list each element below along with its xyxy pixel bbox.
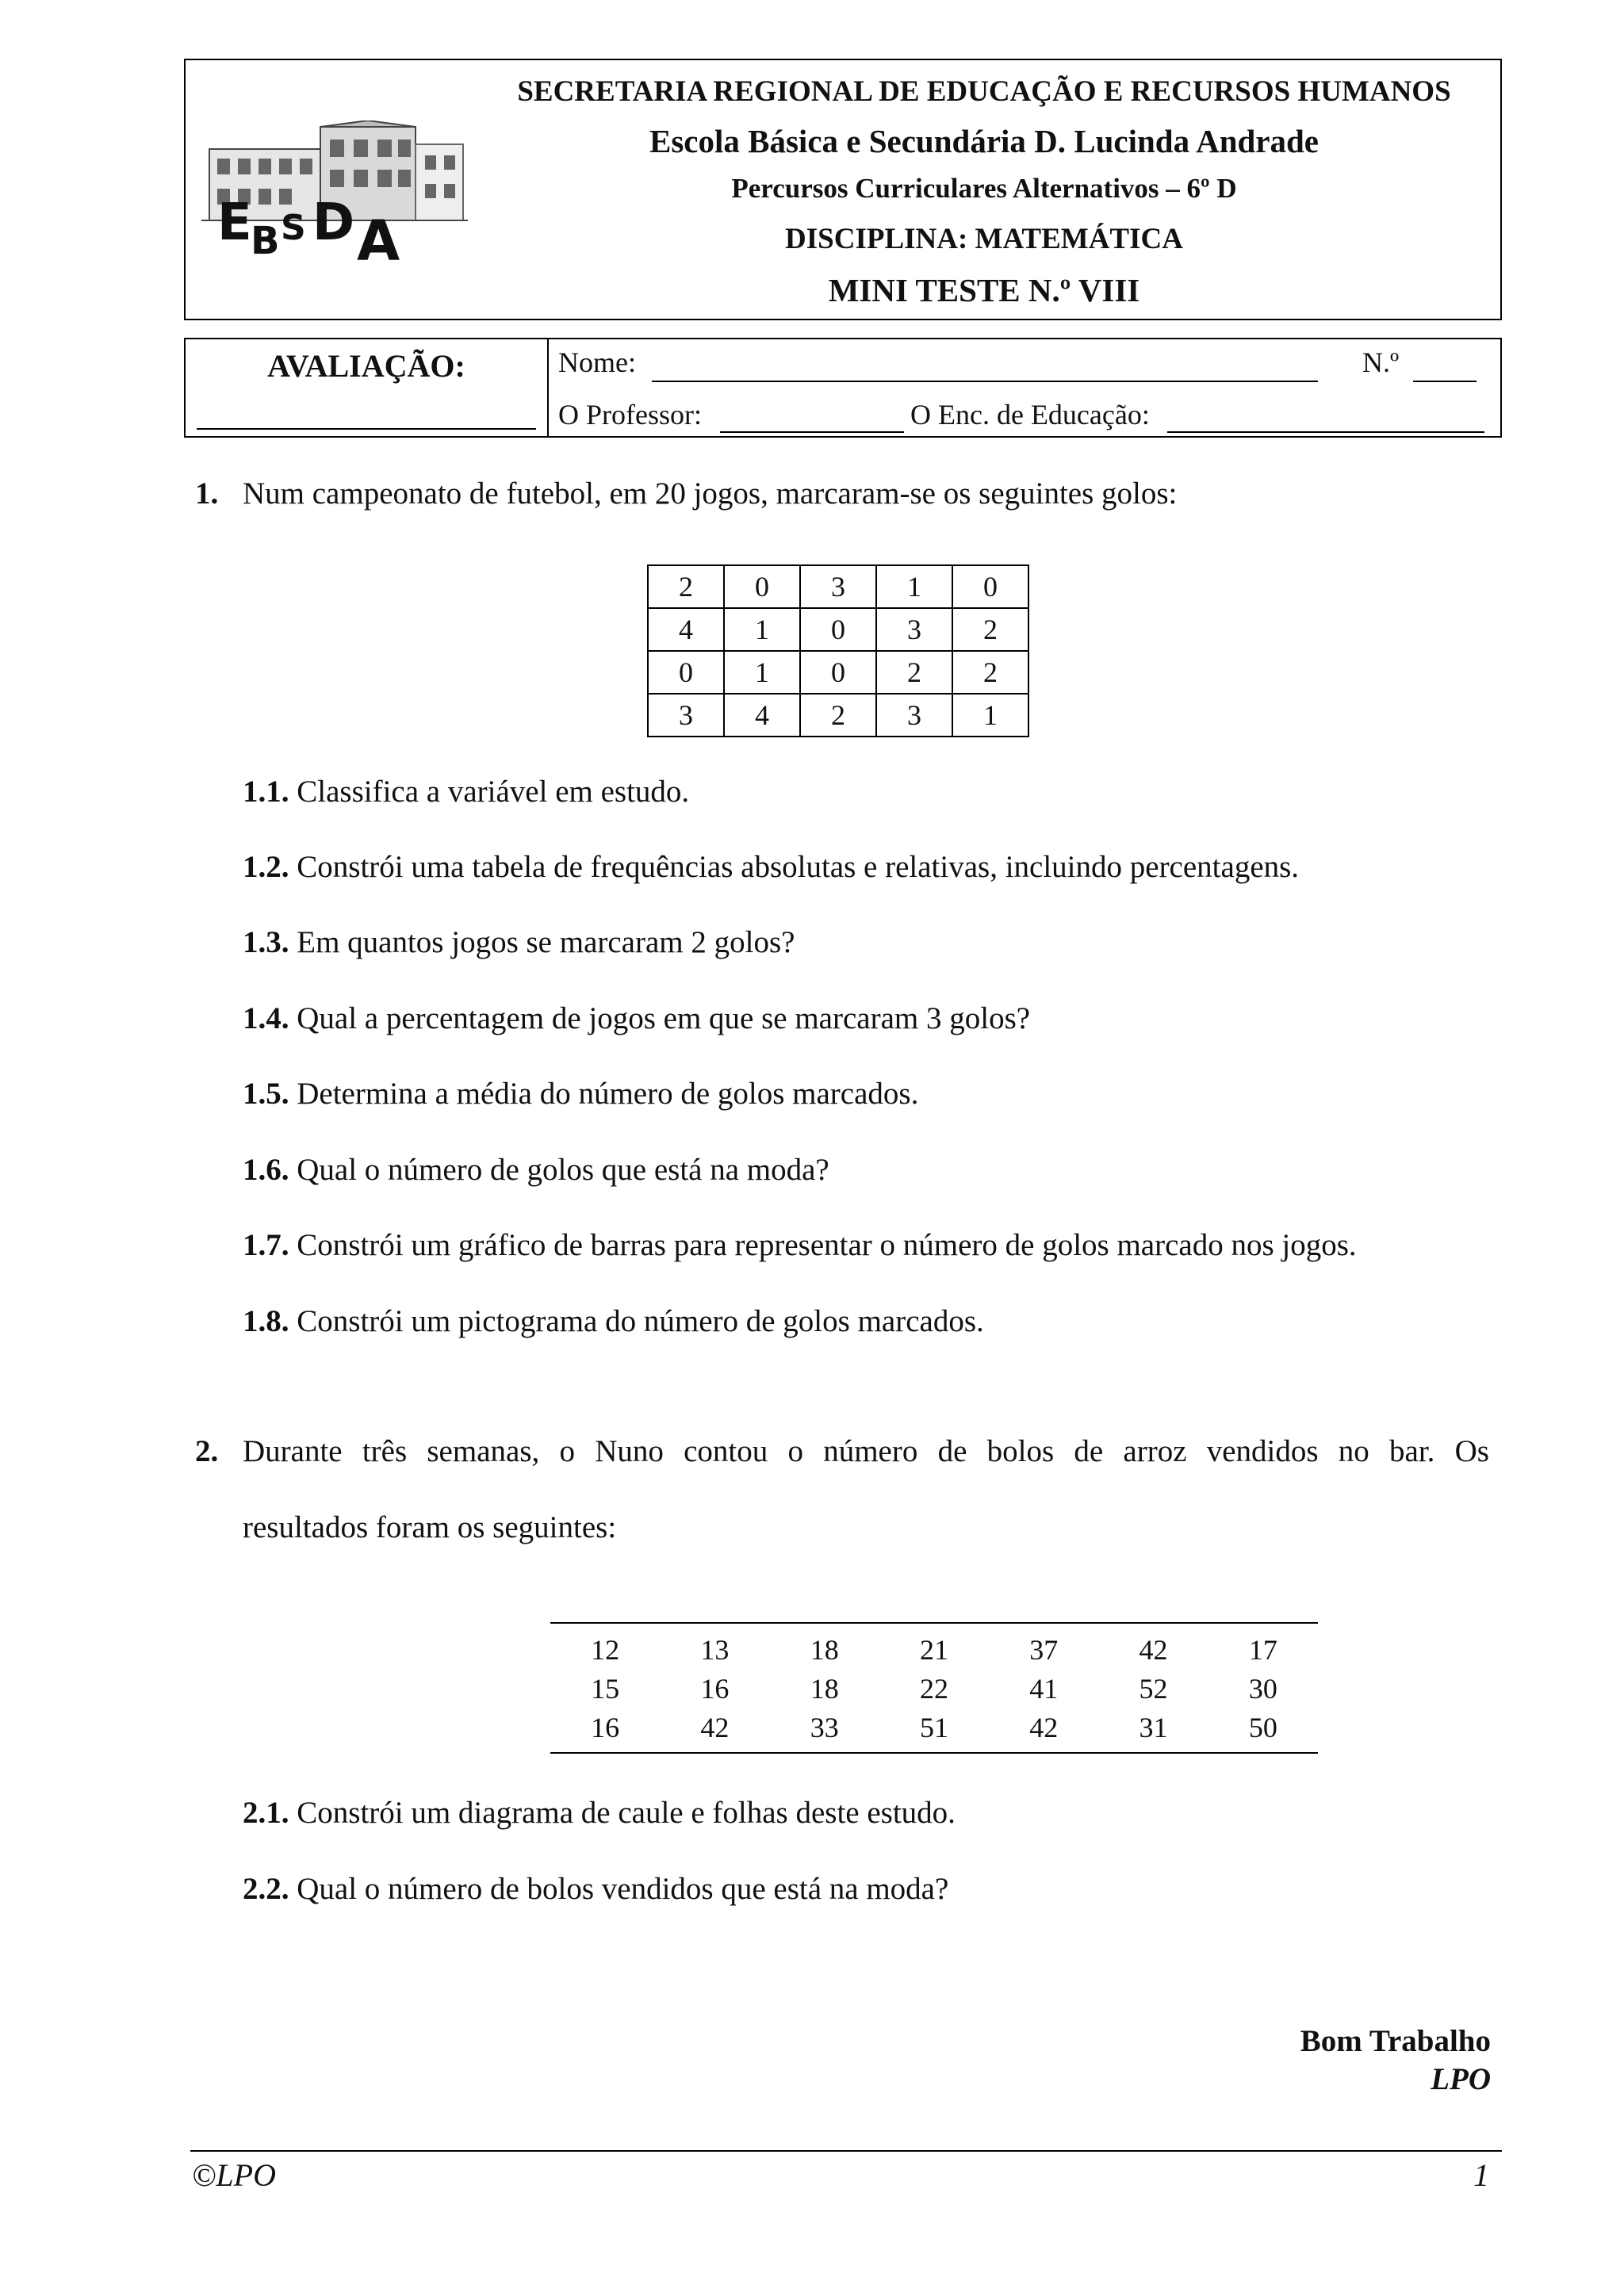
question-2-text-line2: resultados foram os seguintes: xyxy=(243,1510,617,1544)
table-cell: 33 xyxy=(810,1711,839,1743)
student-info-box xyxy=(184,338,1502,438)
nome-blank-line[interactable] xyxy=(652,381,1318,382)
table-cell: 4 xyxy=(724,694,800,737)
question-1-text: Num campeonato de futebol, em 20 jogos, marcaram-se os seguintes golos: xyxy=(243,476,1178,511)
table-cell: 42 xyxy=(1139,1633,1168,1666)
table-cell: 0 xyxy=(800,651,876,694)
table-cell: 3 xyxy=(648,694,724,737)
table-cell: 16 xyxy=(700,1672,730,1705)
table-cell: 0 xyxy=(952,565,1028,608)
sub-text: Constrói um pictograma do número de golos marcados. xyxy=(297,1304,984,1338)
school-building-logo-icon xyxy=(201,121,468,263)
table-cell: 2 xyxy=(800,694,876,737)
sub-text: Determina a média do número de golos marcados. xyxy=(297,1077,919,1111)
encarregado-label: O Enc. de Educação: xyxy=(910,399,1150,430)
svg-text:E: E xyxy=(217,193,252,252)
sub-number: 1.3. xyxy=(243,925,289,959)
sub-question-1-6 xyxy=(243,1152,829,1188)
table-cell: 30 xyxy=(1248,1672,1277,1705)
table-cell: 13 xyxy=(700,1633,730,1666)
closing-message: Bom Trabalho xyxy=(1300,2024,1491,2058)
table-row xyxy=(648,651,1028,694)
page-number: 1 xyxy=(1473,2157,1489,2193)
header-school-name: Escola Básica e Secundária D. Lucinda Andrade xyxy=(649,123,1320,159)
table-cell: 16 xyxy=(591,1711,620,1743)
sub-number: 2.1. xyxy=(243,1796,289,1830)
numero-blank-line[interactable] xyxy=(1413,381,1477,382)
sub-question-1-7 xyxy=(243,1227,1357,1263)
table-cell: 3 xyxy=(800,565,876,608)
table-cell: 3 xyxy=(876,608,952,651)
sub-text: Qual o número de golos que está na moda? xyxy=(297,1153,829,1187)
table-cell: 18 xyxy=(810,1633,839,1666)
sub-text: Em quantos jogos se marcaram 2 golos? xyxy=(297,925,795,959)
professor-label: O Professor: xyxy=(558,399,702,430)
table-bottom-rule xyxy=(550,1752,1318,1754)
table-cell: 51 xyxy=(919,1711,948,1743)
svg-text:A: A xyxy=(357,209,400,263)
table-cell: 3 xyxy=(876,694,952,737)
goals-table xyxy=(647,564,1029,737)
sub-number: 2.2. xyxy=(243,1872,289,1906)
sub-question-1-2 xyxy=(243,849,1299,885)
sub-number: 1.4. xyxy=(243,1001,289,1035)
sub-number: 1.6. xyxy=(243,1153,289,1187)
footer-copyright: ©LPO xyxy=(192,2157,276,2193)
table-cell: 22 xyxy=(919,1672,948,1705)
sub-number: 1.1. xyxy=(243,775,289,809)
header-secretaria: SECRETARIA REGIONAL DE EDUCAÇÃO E RECURSOS HUMANOS xyxy=(517,75,1451,108)
header-curriculum: Percursos Curriculares Alternativos – 6º D xyxy=(731,173,1237,204)
table-row xyxy=(648,565,1028,608)
header-box xyxy=(184,59,1502,320)
sub-number: 1.5. xyxy=(243,1077,289,1111)
sub-text: Constrói um diagrama de caule e folhas deste estudo. xyxy=(297,1796,956,1830)
table-cell: 42 xyxy=(1029,1711,1059,1743)
table-cell: 2 xyxy=(952,651,1028,694)
table-row xyxy=(648,608,1028,651)
sub-text: Constrói uma tabela de frequências absolutas e relativas, incluindo percentagens. xyxy=(297,850,1300,884)
sub-text: Constrói um gráfico de barras para representar o número de golos marcado nos jogos. xyxy=(297,1228,1357,1262)
encarregado-blank-line[interactable] xyxy=(1167,431,1484,433)
sub-question-2-1 xyxy=(243,1795,956,1831)
table-cell: 17 xyxy=(1248,1633,1277,1666)
sub-text: Qual o número de bolos vendidos que está na moda? xyxy=(297,1872,949,1906)
sub-question-1-1 xyxy=(243,774,689,809)
table-cell: 0 xyxy=(800,608,876,651)
sub-question-1-8 xyxy=(243,1303,984,1339)
svg-text:B: B xyxy=(251,219,280,263)
table-cell: 52 xyxy=(1139,1672,1168,1705)
school-logo xyxy=(201,121,468,263)
table-cell: 2 xyxy=(952,608,1028,651)
table-cell: 31 xyxy=(1139,1711,1168,1743)
table-cell: 12 xyxy=(591,1633,620,1666)
sub-question-1-4 xyxy=(243,1001,1030,1036)
grade-blank-line[interactable] xyxy=(197,428,536,430)
table-cell: 15 xyxy=(591,1672,620,1705)
sub-text: Qual a percentagem de jogos em que se marcaram 3 golos? xyxy=(297,1001,1031,1035)
numero-label: N.º xyxy=(1362,346,1400,378)
page-title: MINI TESTE N.º VIII xyxy=(828,272,1140,308)
sub-question-1-5 xyxy=(243,1076,918,1112)
sub-text: Classifica a variável em estudo. xyxy=(297,775,690,809)
table-row xyxy=(550,1669,1318,1708)
cakes-data-table xyxy=(550,1630,1318,1747)
table-cell: 2 xyxy=(876,651,952,694)
table-cell: 18 xyxy=(810,1672,839,1705)
table-cell: 0 xyxy=(648,651,724,694)
table-cell: 1 xyxy=(952,694,1028,737)
table-row xyxy=(550,1630,1318,1669)
sub-number: 1.8. xyxy=(243,1304,289,1338)
table-top-rule xyxy=(550,1622,1318,1624)
table-cell: 2 xyxy=(648,565,724,608)
table-row xyxy=(550,1708,1318,1747)
sub-question-2-2 xyxy=(243,1871,948,1907)
header-discipline: DISCIPLINA: MATEMÁTICA xyxy=(785,223,1183,255)
table-cell: 1 xyxy=(876,565,952,608)
sub-number: 1.2. xyxy=(243,850,289,884)
sub-question-1-3 xyxy=(243,924,795,960)
grade-cell xyxy=(186,339,549,436)
table-cell: 41 xyxy=(1029,1672,1059,1705)
table-cell: 37 xyxy=(1029,1633,1059,1666)
sub-number: 1.7. xyxy=(243,1228,289,1262)
svg-text:D: D xyxy=(312,193,355,252)
table-cell: 0 xyxy=(724,565,800,608)
avaliacao-label: AVALIAÇÃO: xyxy=(267,348,465,384)
question-2-number: 2. xyxy=(195,1434,219,1468)
question-1-number: 1. xyxy=(195,476,219,511)
table-cell: 42 xyxy=(700,1711,730,1743)
footer-divider xyxy=(190,2150,1502,2152)
table-row xyxy=(648,694,1028,737)
svg-text:S: S xyxy=(281,208,306,248)
professor-blank-line[interactable] xyxy=(720,431,904,433)
table-cell: 1 xyxy=(724,608,800,651)
table-cell: 4 xyxy=(648,608,724,651)
table-cell: 50 xyxy=(1248,1711,1277,1743)
table-cell: 1 xyxy=(724,651,800,694)
nome-label: Nome: xyxy=(558,346,636,378)
question-2-text-line1: Durante três semanas, o Nuno contou o número de bolos de arroz vendidos no bar. Os xyxy=(243,1434,1489,1468)
table-cell: 21 xyxy=(919,1633,948,1666)
author-signature: LPO xyxy=(1431,2062,1491,2096)
